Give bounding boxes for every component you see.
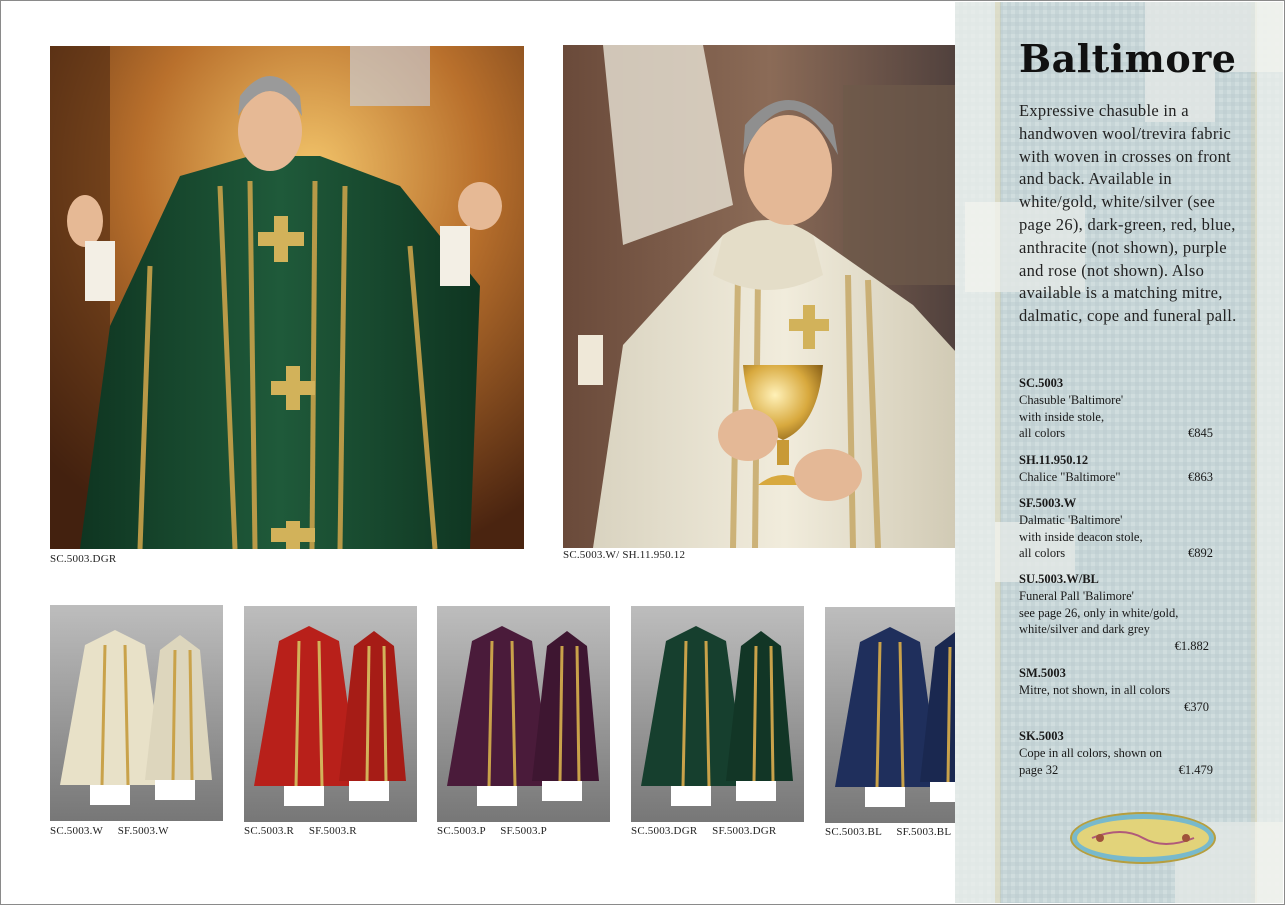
photo-white-chasuble-chalice — [563, 45, 977, 548]
product-code: SH.11.950.12 — [1019, 453, 1089, 467]
product-code: SF.5003.W — [1019, 496, 1077, 510]
thumb-dark-green-vestments — [631, 606, 804, 822]
product-code: SC.5003 — [1019, 376, 1064, 390]
product-desc-line: with inside deacon stole, — [1019, 529, 1143, 544]
product-desc-line: all colors — [1019, 546, 1066, 561]
page-title: Baltimore — [1019, 36, 1237, 81]
product-price: €370 — [1184, 699, 1209, 714]
product-desc-line: all colors — [1019, 426, 1066, 441]
product-funeral-pall — [1019, 571, 1219, 655]
product-price: €863 — [1188, 469, 1213, 484]
product-code: SU.5003.W/BL — [1019, 572, 1099, 586]
thumb-red-vestments — [244, 606, 417, 822]
product-desc-line: Dalmatic 'Baltimore' — [1019, 512, 1123, 527]
caption-main-right: SC.5003.W/ SH.11.950.12 — [563, 549, 686, 561]
product-code: SK.5003 — [1019, 729, 1064, 743]
caption-thumb-4: SC.5003.DGR SF.5003.DGR — [631, 825, 777, 837]
product-desc-line: Cope in all colors, shown on — [1019, 745, 1163, 760]
product-desc-line: with inside stole, — [1019, 409, 1105, 424]
product-price: €892 — [1188, 546, 1213, 561]
product-desc-line: Mitre, not shown, in all colors — [1019, 682, 1171, 697]
product-description: Expressive chasuble in a handwoven wool/trevira fabric with woven in crosses on front and back. Available in white/gold, white/silver (see page 26), dark-green, red, blue, anthracite (not shown), purple and rose (not shown). Also available is a matching mitre, dalmatic, cope and funeral pall. — [1019, 101, 1237, 326]
product-chasuble — [1019, 375, 1219, 442]
product-desc-line: Funeral Pall 'Balimore' — [1019, 588, 1134, 603]
product-dalmatic — [1019, 495, 1219, 562]
product-chalice — [1019, 452, 1219, 486]
photo-green-chasuble — [50, 46, 524, 549]
caption-thumb-3: SC.5003.P SF.5003.P — [437, 825, 547, 837]
product-price: €845 — [1188, 426, 1213, 441]
product-desc-line: Chasuble 'Baltimore' — [1019, 392, 1124, 407]
thumb-white-vestments — [50, 605, 223, 821]
thumb-purple-vestments — [437, 606, 610, 822]
caption-main-left: SC.5003.DGR — [50, 553, 117, 565]
caption-thumb-5: SC.5003.BL SF.5003.BL — [825, 826, 952, 838]
product-mitre — [1019, 665, 1219, 715]
product-desc-line: see page 26, only in white/gold, — [1019, 605, 1179, 620]
product-desc-line: Chalice "Baltimore" — [1019, 469, 1121, 484]
caption-thumb-1: SC.5003.W SF.5003.W — [50, 825, 169, 837]
product-cope — [1019, 728, 1219, 778]
product-price: €1.479 — [1178, 762, 1213, 777]
brand-logo — [1070, 812, 1216, 864]
product-code: SM.5003 — [1019, 666, 1066, 680]
product-desc-line: page 32 — [1019, 762, 1059, 777]
product-desc-line: white/silver and dark grey — [1019, 622, 1150, 637]
product-price: €1.882 — [1174, 639, 1209, 654]
caption-thumb-2: SC.5003.R SF.5003.R — [244, 825, 357, 837]
